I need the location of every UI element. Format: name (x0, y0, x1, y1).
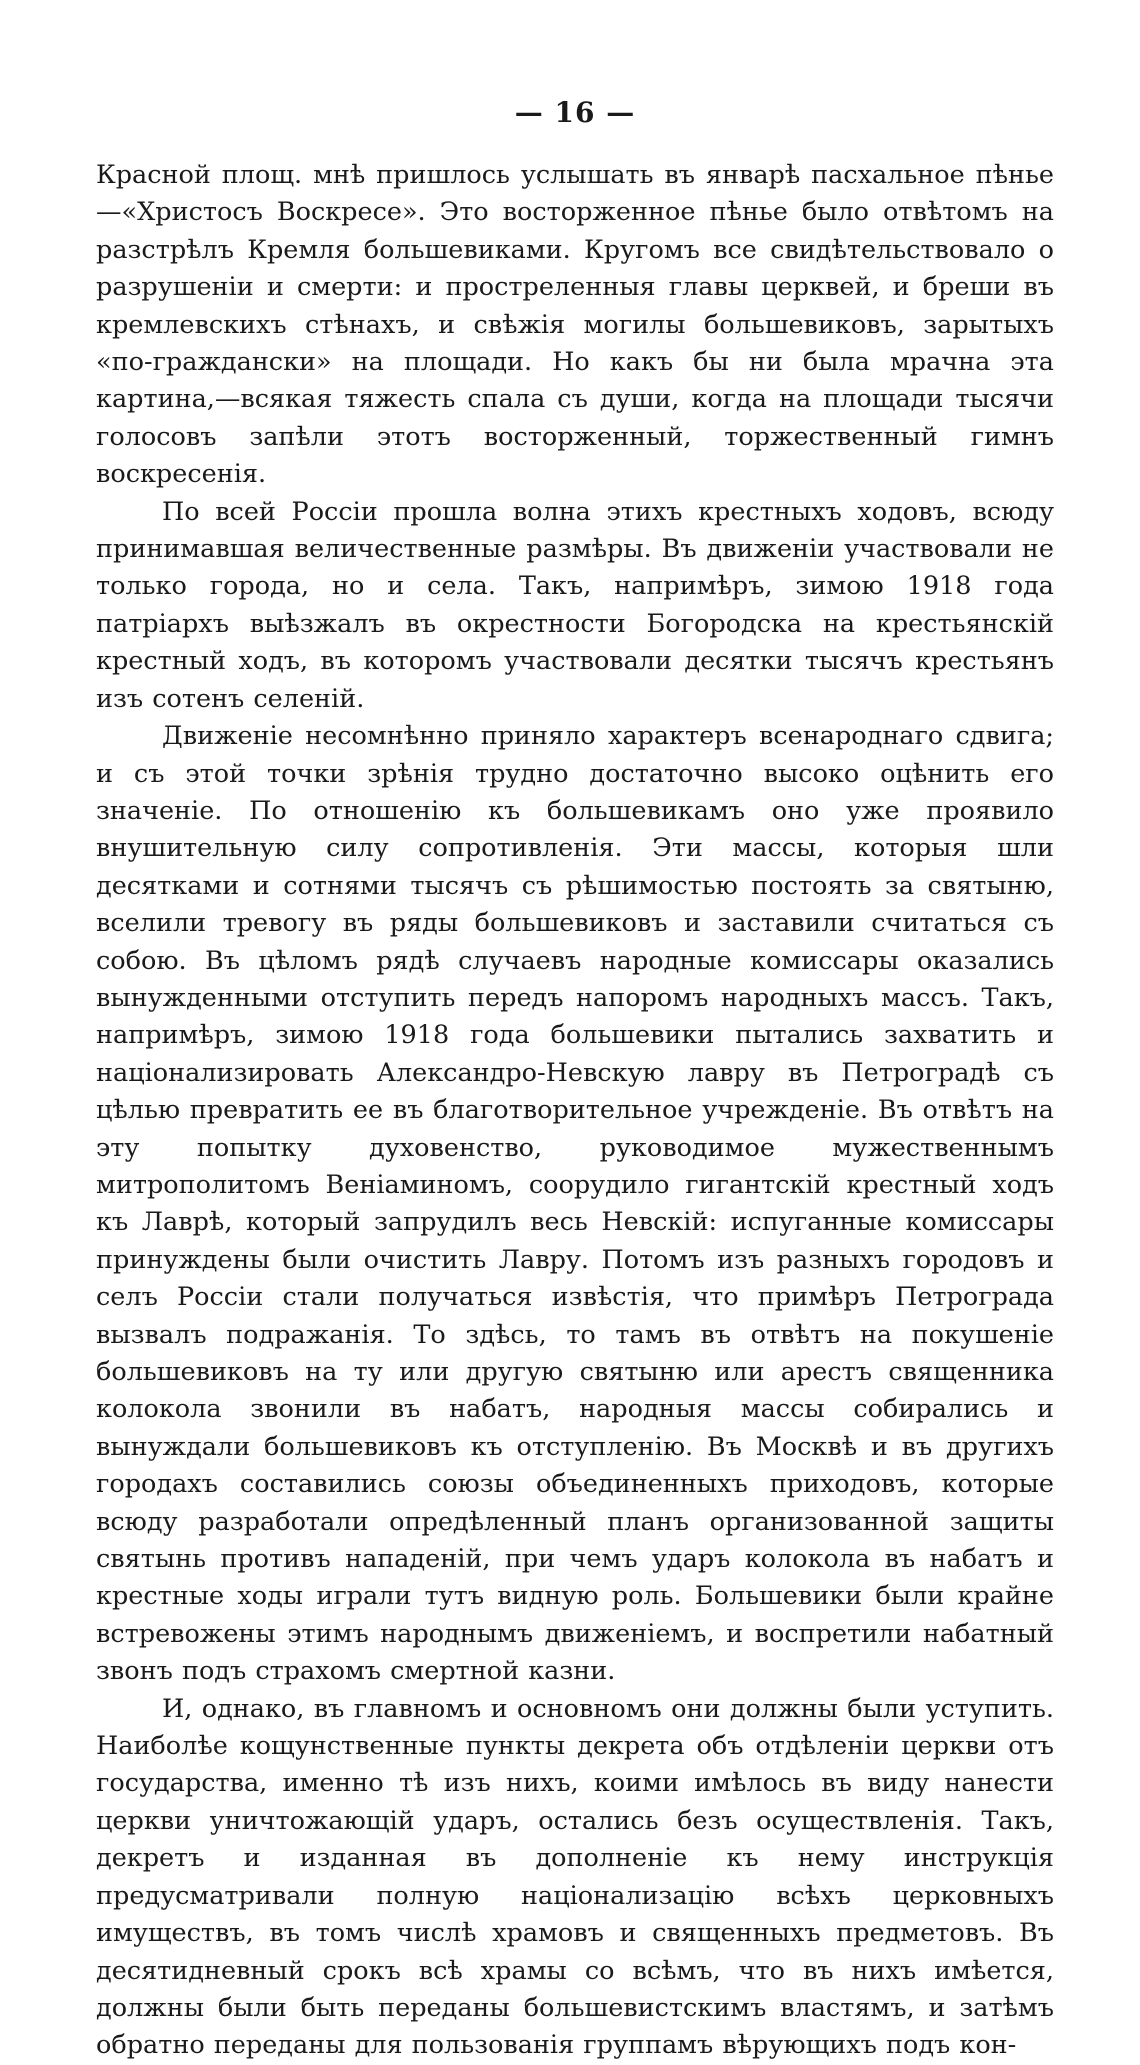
paragraph-3: Движенiе несомнѣнно приняло характеръ всенароднаго сдвига; и съ этой точки зрѣнiя трудно достаточно высоко оцѣнить его значенiе. По отношенiю къ большевикамъ оно уже проявило внушительную силу сопротивленiя. Эти массы, которыя шли десятками и сотнями тысячъ съ рѣшимостью постоять за святыню, вселили тревогу въ ряды большевиковъ и заставили считаться съ собою. Въ цѣломъ рядѣ случаевъ народные комиссары оказались вынужденными отступить передъ напоромъ народныхъ массъ. Такъ, напримѣръ, зимою 1918 года большевики пытались захватить и нацiонализировать Александро-Невскую лавру въ Петроградѣ съ цѣлью превратить ее въ благотворительное учрежденiе. Въ отвѣтъ на эту попытку духовенство, руководимое мужественнымъ митрополитомъ Венiаминомъ, соорудило гигантскiй крестный ходъ къ Лаврѣ, который запрудилъ весь Невскiй: испуганные комиссары принуждены были очистить Лавру. Потомъ изъ разныхъ городовъ и селъ Россiи стали получаться извѣстiя, что примѣръ Петрограда вызвалъ подражанiя. То здѣсь, то тамъ въ отвѣтъ на покушенiе большевиковъ на ту или другую святыню или арестъ священника колокола звонили въ набатъ, народныя массы собирались и вынуждали большевиковъ къ отступленiю. Въ Москвѣ и въ другихъ городахъ составились союзы объединенныхъ приходовъ, которые всюду разработали опредѣленный планъ организованной защиты святынь противъ нападенiй, при чемъ ударъ колокола въ набатъ и крестные ходы играли тутъ видную роль. Большевики были крайне встревожены этимъ народнымъ движенiемъ, и воспретили набатный звонъ подъ страхомъ смертной казни. (96, 721, 1054, 1687)
book-page (96, 96, 1054, 2065)
paragraph-1: Красной площ. мнѣ пришлось услышать въ январѣ пасхальное пѣнье—«Христосъ Воскресе». Это восторженное пѣнье было отвѣтомъ на разстрѣлъ Кремля большевиками. Кругомъ все свидѣтельствовало о разрушенiи и смерти: и простреленныя главы церквей, и бреши въ кремлевскихъ стѣнахъ, и свѣжiя могилы большевиковъ, зарытыхъ «по-граждански» на площади. Но какъ бы ни была мрачна эта картина,—всякая тяжесть спала съ души, когда на площади тысячи голосовъ запѣли этотъ восторженный, торжественный гимнъ воскресенiя. (96, 160, 1054, 490)
paragraph-4: И, однако, въ главномъ и основномъ они должны были уступить. Наиболѣе кощунственные пункты декрета объ отдѣленiи церкви отъ государства, именно тѣ изъ нихъ, коими имѣлось въ виду нанести церкви уничтожающiй ударъ, остались безъ осуществленiя. Такъ, декретъ и изданная въ дополненiе къ нему инструкцiя предусматривали полную нацiонализацiю всѣхъ церковныхъ имуществъ, въ томъ числѣ храмовъ и священныхъ предметовъ. Въ десятидневный срокъ всѣ храмы со всѣмъ, что въ нихъ имѣется, должны были быть переданы большевистскимъ властямъ, и затѣмъ обратно переданы для пользованiя группамъ вѣрующихъ подъ кон- (96, 1693, 1054, 2061)
page-number: — 16 — (514, 96, 636, 129)
paragraph-2: По всей Россiи прошла волна этихъ крестныхъ ходовъ, всюду принимавшая величественные размѣры. Въ движенiи участвовали не только города, но и села. Такъ, напримѣръ, зимою 1918 года патрiархъ выѣзжалъ въ окрестности Богородска на крестьянскiй крестный ходъ, въ которомъ участвовали десятки тысячъ крестьянъ изъ сотенъ селенiй. (96, 496, 1054, 714)
